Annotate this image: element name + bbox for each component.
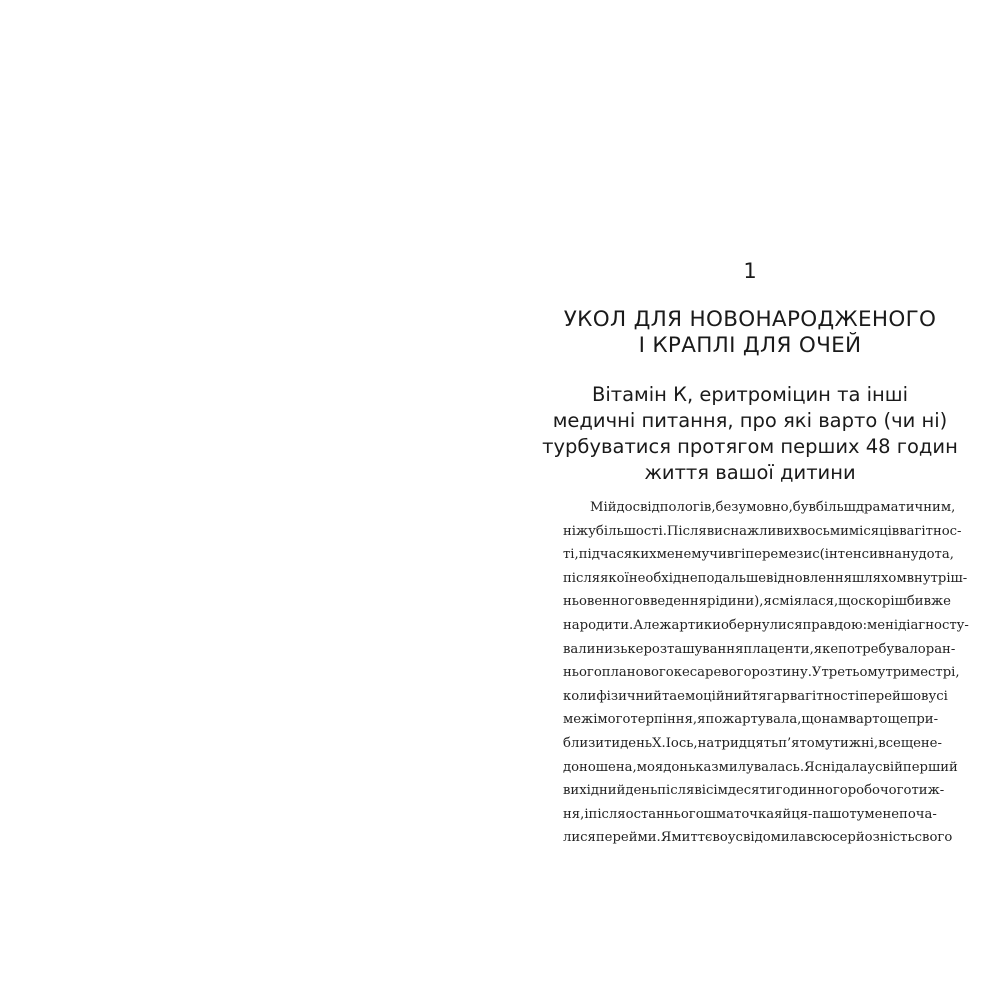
body-line: ті, під час яких мене мучив гіперемезис (інтенсивна нудота, [563, 547, 954, 563]
body-line: вали низьке розташування плаценти, яке потребувало ран- [563, 641, 956, 657]
body-line: вихідний день після вісімдесятигодинного робочого тиж- [563, 783, 945, 799]
chapter-number: 1 [743, 259, 757, 283]
body-line: доношена, моя донька змилувалась. Я снідала у свій перший [563, 759, 958, 775]
body-line: після якої необхідне подальше відновлення шляхом внутріш- [563, 570, 968, 586]
chapter-title [500, 307, 1000, 359]
chapter-title-line: УКОЛ ДЛЯ НОВОНАРОДЖЕНОГО [563, 307, 937, 332]
body-line: ньовенного введення рідини), я сміялася, що скоріш би вже [563, 594, 951, 610]
body-line: Мій досвід пологів, безумовно, був більш драматичним, [590, 500, 956, 515]
body-line: ніж у більшості. Після виснажливих восьми місяців вагітнос- [563, 523, 962, 539]
body-line: нього планового кесаревого розтину. У третьому триместрі, [563, 665, 960, 681]
body-line: межі мого терпіння, я пожартувала, що нам варто ще при- [563, 712, 939, 728]
subtitle-line: медичні питання, про які варто (чи ні) [552, 409, 948, 432]
body-line: коли фізичний та емоційний тягар вагітності перейшов усі [563, 688, 948, 704]
subtitle-line: Вітамін К, еритроміцин та інші [591, 383, 909, 406]
chapter-subtitle [500, 382, 1000, 486]
body-paragraph [563, 496, 969, 850]
chapter-title-line: І КРАПЛІ ДЛЯ ОЧЕЙ [638, 333, 862, 358]
body-line: лися перейми. Я миттєво усвідомила всю серйозність свого [563, 830, 953, 846]
body-line: ня, і після останнього шматочка яйця-пашот у мене поча- [563, 806, 937, 822]
right-page [500, 0, 1000, 1000]
subtitle-line: життя вашої дитини [644, 461, 856, 484]
body-line: близити день Х. І ось, на тридцять п’ятому тижні, все ще не- [563, 735, 942, 751]
subtitle-line: турбуватися протягом перших 48 годин [542, 435, 958, 458]
body-line: народити. Але жартики обернулися правдою: мені діагносту- [563, 617, 969, 633]
